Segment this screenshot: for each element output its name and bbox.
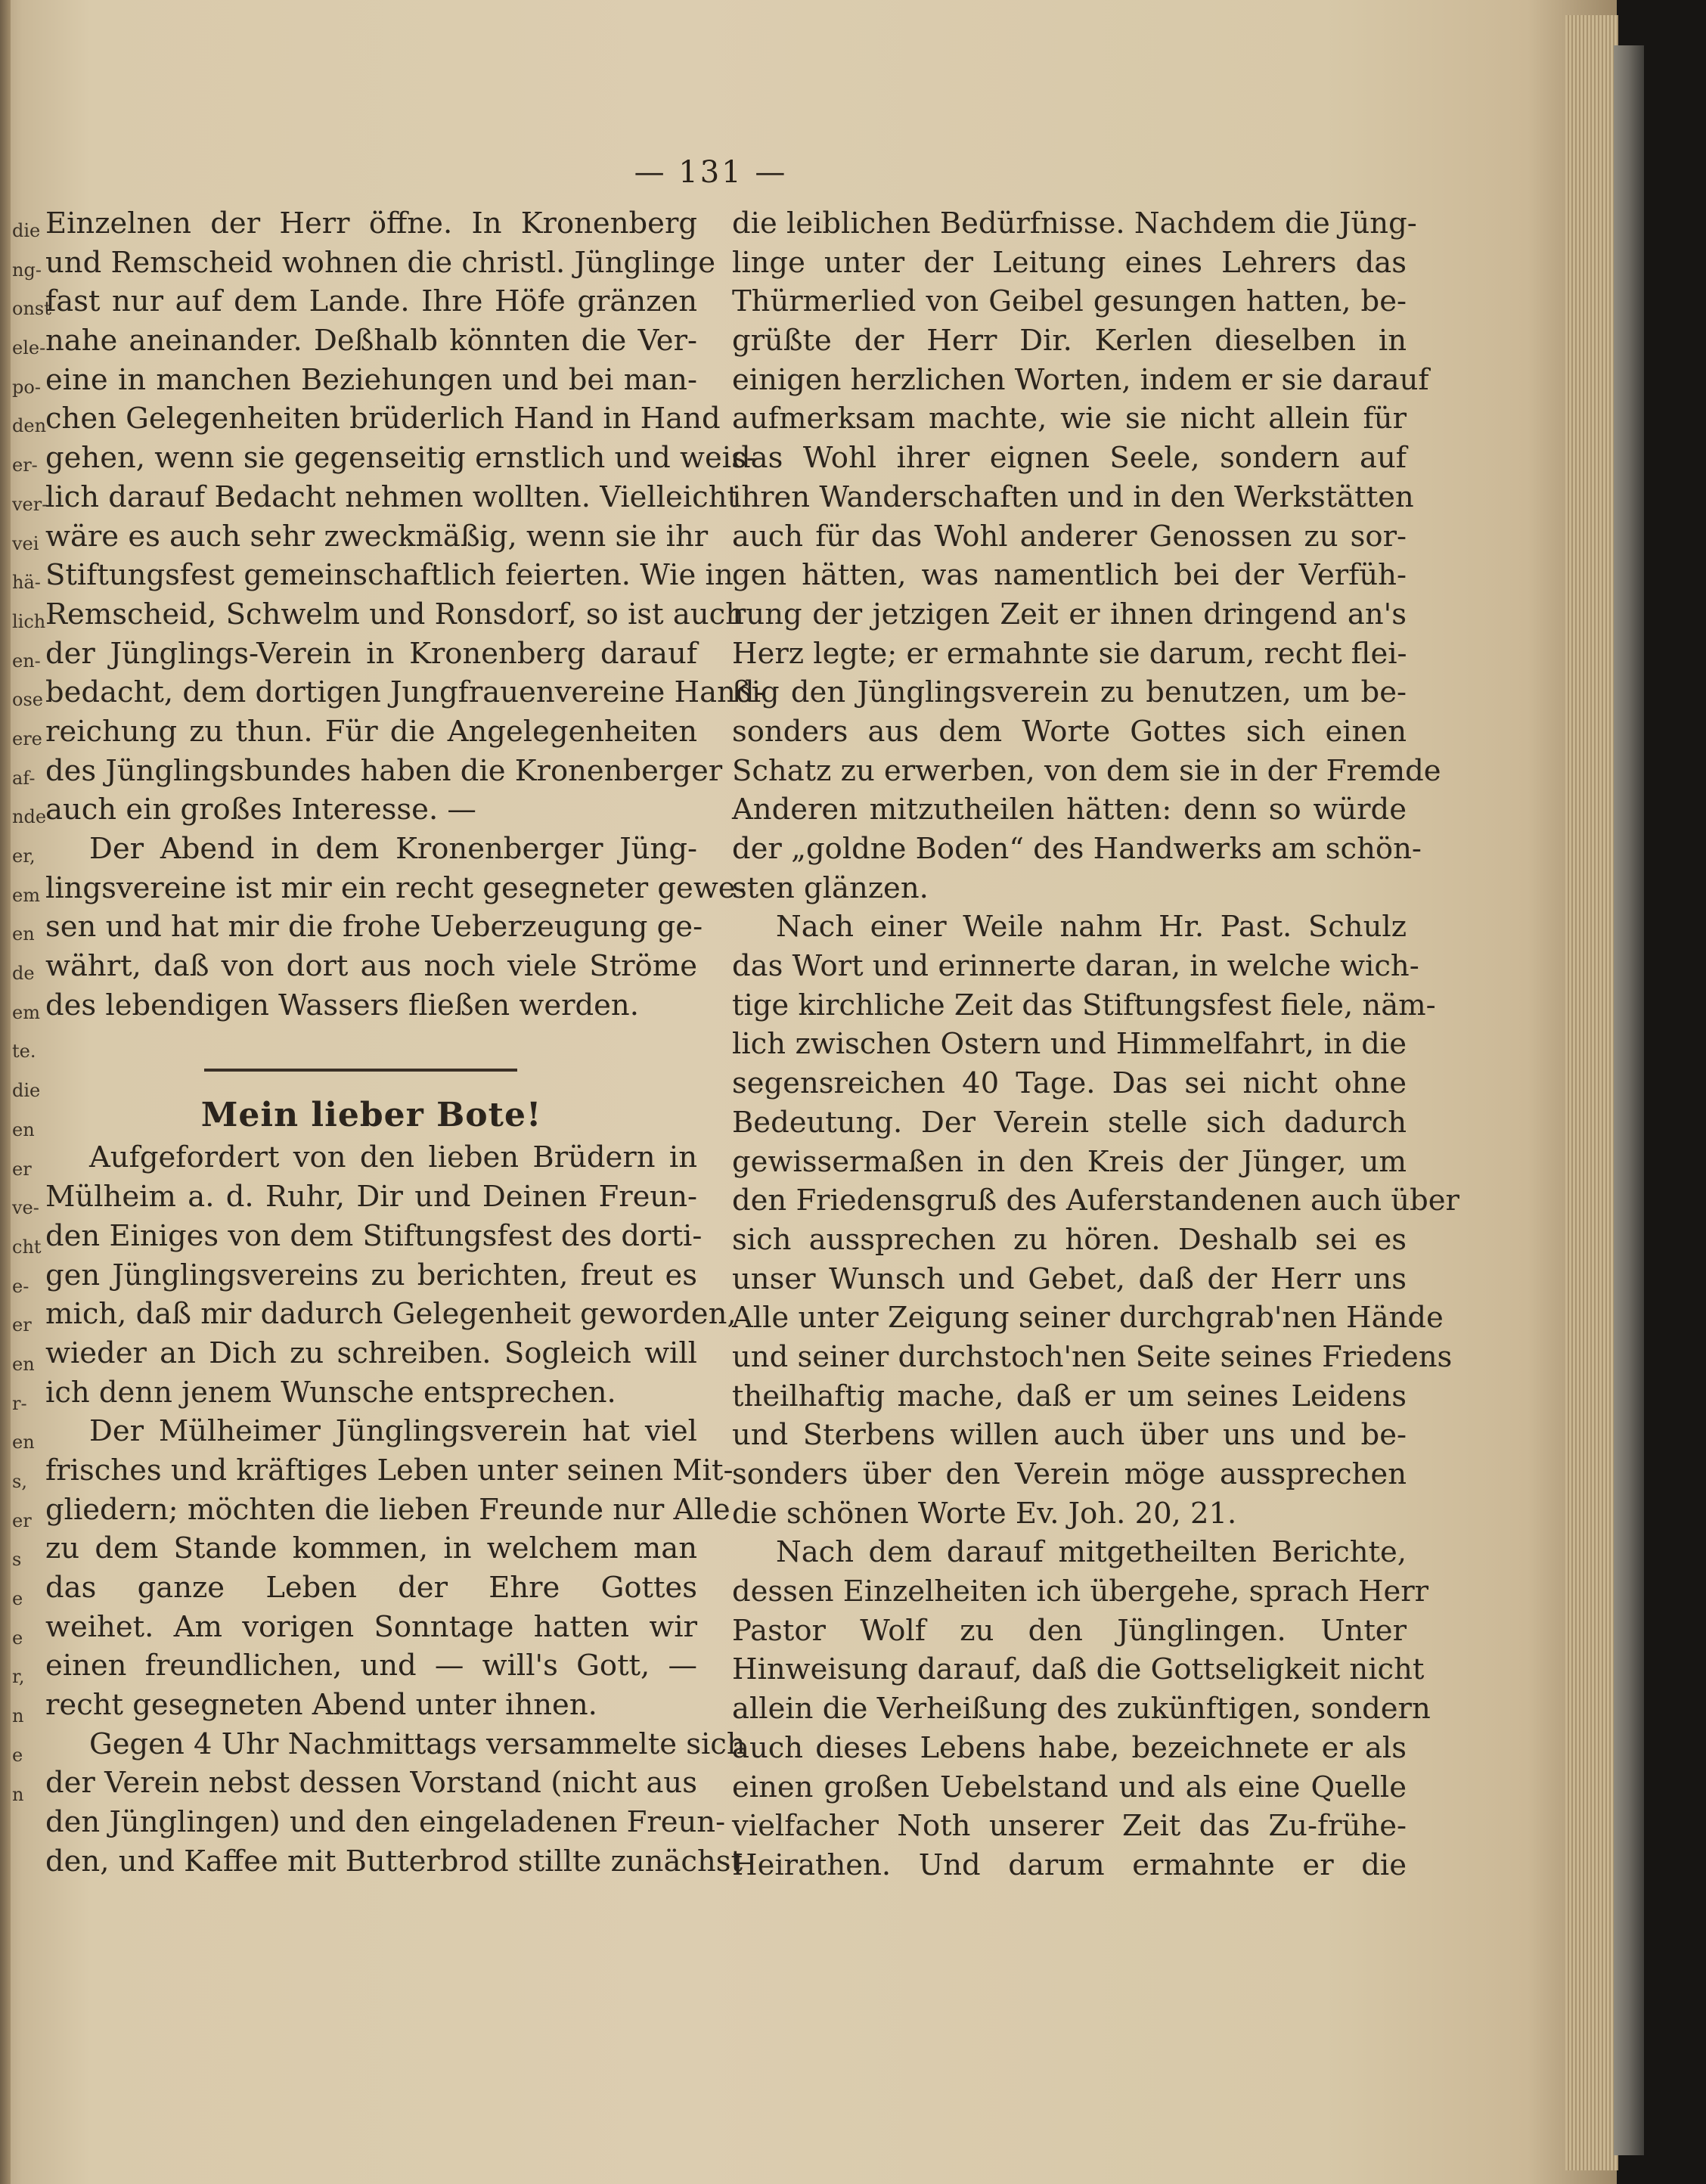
margin-fragment: e: [12, 1744, 23, 1766]
text-line: eine in manchen Beziehungen und bei man-: [45, 362, 697, 397]
text-line: lingsvereine ist mir ein recht gesegneter gewe-: [45, 870, 746, 905]
text-line: der Verein nebst dessen Vorstand (nicht aus: [45, 1766, 697, 1801]
margin-fragment: n: [12, 1783, 24, 1805]
margin-fragment: em: [12, 1001, 40, 1023]
text-line: Heirathen. Und darum ermahnte er die: [732, 1847, 1407, 1882]
text-line: tige kirchliche Zeit das Stiftungsfest fiele, näm-: [732, 988, 1436, 1022]
text-line: sonders aus dem Worte Gottes sich einen: [732, 714, 1407, 749]
text-line: gen Jünglingsvereins zu berichten, freut es: [45, 1258, 697, 1292]
text-line: mich, daß mir dadurch Gelegenheit geworden,: [45, 1297, 737, 1332]
margin-fragment: cht: [12, 1236, 42, 1258]
text-line: Aufgefordert von den lieben Brüdern in: [89, 1140, 697, 1175]
margin-fragment: en: [12, 923, 35, 945]
text-line: des Jünglingsbundes haben die Kronenberger: [45, 753, 723, 788]
text-line: den Friedensgruß des Auferstandenen auch über: [732, 1184, 1459, 1218]
text-line: den Jünglingen) und den eingeladenen Freun-: [45, 1805, 726, 1840]
margin-fragment: en: [12, 1353, 35, 1375]
text-line: Pastor Wolf zu den Jünglingen. Unter: [732, 1613, 1407, 1648]
margin-fragment: die: [12, 220, 41, 241]
text-line: bedacht, dem dortigen Jungfrauenvereine Hand-: [45, 675, 765, 710]
text-line: Bedeutung. Der Verein stelle sich dadurch: [732, 1105, 1407, 1140]
margin-fragment: vei: [12, 532, 39, 554]
margin-fragment: r,: [12, 1666, 25, 1688]
text-line: Thürmerlied von Geibel gesungen hatten, be-: [732, 284, 1407, 319]
margin-fragment: die: [12, 1080, 41, 1102]
margin-fragment: onst: [12, 298, 51, 320]
text-line: recht gesegneten Abend unter ihnen.: [45, 1688, 597, 1723]
text-line: sen und hat mir die frohe Ueberzeugung ge-: [45, 910, 703, 945]
text-line: Nach einer Weile nahm Hr. Past. Schulz: [776, 910, 1407, 945]
margin-fragment: e-: [12, 1275, 29, 1297]
margin-fragment: e: [12, 1588, 23, 1610]
margin-fragment: s: [12, 1549, 22, 1571]
text-line: und Remscheid wohnen die christl. Jünglinge: [45, 245, 715, 280]
text-line: lich darauf Bedacht nehmen wollten. Vielleicht: [45, 479, 739, 514]
text-line: rung der jetzigen Zeit er ihnen dringend an's: [732, 597, 1407, 631]
text-line: einigen herzlichen Worten, indem er sie darauf: [732, 362, 1429, 397]
text-line: einen freundlichen, und — will's Gott, —: [45, 1649, 697, 1683]
text-line: lich zwischen Ostern und Himmelfahrt, in die: [732, 1027, 1407, 1062]
margin-fragment: er: [12, 1158, 32, 1180]
text-line: das ganze Leben der Ehre Gottes: [45, 1571, 697, 1605]
text-line: Hinweisung darauf, daß die Gottseligkeit nicht: [732, 1652, 1425, 1687]
text-line: und seiner durchstoch'nen Seite seines Friedens: [732, 1339, 1453, 1374]
margin-fragment: te.: [12, 1041, 36, 1063]
text-line: gliedern; möchten die lieben Freunde nur Alle: [45, 1492, 730, 1527]
text-line: des lebendigen Wassers fließen werden.: [45, 988, 639, 1022]
text-line: Der Mülheimer Jünglingsverein hat viel: [89, 1414, 697, 1449]
text-line: Herz legte; er ermahnte sie darum, recht flei-: [732, 636, 1407, 671]
text-line: frisches und kräftiges Leben unter seinen Mit-: [45, 1453, 734, 1488]
section-divider-rule: [204, 1069, 517, 1072]
margin-fragment: r-: [12, 1392, 27, 1414]
margin-fragment: en-: [12, 650, 41, 672]
text-line: Stiftungsfest gemeinschaftlich feierten. Wie in: [45, 558, 734, 593]
margin-fragment: em: [12, 884, 40, 906]
text-line: auch ein großes Interesse. —: [45, 793, 476, 827]
text-line: dessen Einzelheiten ich übergehe, sprach Herr: [732, 1574, 1429, 1609]
text-line: Der Abend in dem Kronenberger Jüng-: [89, 832, 697, 866]
text-line: vielfacher Noth unserer Zeit das Zu-frühe-: [732, 1809, 1407, 1844]
text-line: der „goldne Boden“ des Handwerks am schön-: [732, 832, 1422, 866]
text-line: die schönen Worte Ev. Joh. 20, 21.: [732, 1496, 1237, 1531]
text-line: Schatz zu erwerben, von dem sie in der Fremde: [732, 753, 1441, 788]
text-line: auch für das Wohl anderer Genossen zu sor-: [732, 519, 1407, 554]
margin-fragment: nde: [12, 806, 47, 828]
text-line: Remscheid, Schwelm und Ronsdorf, so ist auch: [45, 597, 744, 631]
margin-fragment: ve-: [12, 1197, 39, 1219]
text-line: die leiblichen Bedürfnisse. Nachdem die Jüng-: [732, 206, 1417, 240]
text-line: weihet. Am vorigen Sonntage hatten wir: [45, 1609, 697, 1644]
margin-fragment: s,: [12, 1471, 27, 1492]
margin-fragment: ng-: [12, 259, 42, 281]
text-line: den, und Kaffee mit Butterbrod stillte zunächst: [45, 1844, 743, 1878]
margin-fragment: e: [12, 1627, 23, 1649]
letter-heading: Mein lieber Bote!: [200, 1096, 542, 1135]
text-line: reichung zu thun. Für die Angelegenheiten: [45, 714, 697, 749]
text-line: den Einiges von dem Stiftungsfest des dorti-: [45, 1218, 703, 1253]
page-number-header: — 131 —: [634, 155, 788, 190]
text-line: währt, daß von dort aus noch viele Ströme: [45, 949, 697, 984]
margin-fragment: er: [12, 1509, 32, 1531]
margin-fragment: er-: [12, 454, 38, 476]
text-line: Gegen 4 Uhr Nachmittags versammelte sich: [89, 1726, 746, 1761]
text-line: gewissermaßen in den Kreis der Jünger, um: [732, 1144, 1407, 1179]
margin-fragment: ver-: [12, 493, 48, 515]
text-line: segensreichen 40 Tage. Das sei nicht ohne: [732, 1066, 1407, 1101]
text-line: Alle unter Zeigung seiner durchgrab'nen Hände: [732, 1301, 1444, 1336]
margin-fragment: ele-: [12, 337, 46, 359]
text-line: linge unter der Leitung eines Lehrers das: [732, 245, 1407, 280]
margin-fragment: er,: [12, 845, 36, 867]
text-line: und Sterbens willen auch über uns und be-: [732, 1418, 1407, 1453]
text-line: Nach dem darauf mitgetheilten Berichte,: [776, 1535, 1407, 1570]
text-line: sich aussprechen zu hören. Deshalb sei es: [732, 1222, 1407, 1257]
text-line: sonders über den Verein möge aussprechen: [732, 1457, 1407, 1491]
section-gap: [45, 1025, 697, 1093]
text-line: auch dieses Lebens habe, bezeichnete er als: [732, 1730, 1407, 1765]
margin-fragment: n: [12, 1705, 24, 1727]
margin-fragment: af-: [12, 767, 36, 789]
binding-gutter: [0, 0, 11, 2184]
text-line: Anderen mitzutheilen hätten: denn so würde: [732, 793, 1407, 827]
text-line: theilhaftig mache, daß er um seines Leidens: [732, 1379, 1407, 1413]
text-line: gehen, wenn sie gegenseitig ernstlich und weis-: [45, 441, 756, 476]
text-line: sten glänzen.: [732, 870, 929, 905]
margin-fragment: ere: [12, 727, 42, 749]
margin-fragment: en: [12, 1118, 35, 1140]
margin-fragment: hä-: [12, 572, 41, 594]
margin-fragment: er: [12, 1314, 32, 1336]
margin-fragment: ose: [12, 689, 43, 711]
text-line: wäre es auch sehr zweckmäßig, wenn sie ihr: [45, 519, 709, 554]
margin-fragment: po-: [12, 376, 41, 398]
text-line: das Wort und erinnerte daran, in welche wich-: [732, 949, 1419, 984]
previous-page-margin-fragments: [12, 212, 51, 1814]
text-line: einen großen Uebelstand und als eine Quelle: [732, 1770, 1407, 1804]
text-line: aufmerksam machte, wie sie nicht allein für: [732, 402, 1407, 436]
left-column: [45, 204, 765, 1882]
margin-fragment: de: [12, 963, 35, 985]
right-column: [732, 204, 1459, 1885]
text-line: Mülheim a. d. Ruhr, Dir und Deinen Freun-: [45, 1180, 697, 1215]
text-line: unser Wunsch und Gebet, daß der Herr uns: [732, 1261, 1407, 1296]
text-line: der Jünglings-Verein in Kronenberg darauf: [45, 636, 697, 671]
margin-fragment: den: [12, 415, 47, 437]
text-line: fast nur auf dem Lande. Ihre Höfe gränzen: [45, 284, 697, 319]
text-line: chen Gelegenheiten brüderlich Hand in Hand: [45, 402, 721, 436]
text-line: das Wohl ihrer eignen Seele, sondern auf: [732, 441, 1407, 476]
text-line: ihren Wanderschaften und in den Werkstätten: [732, 479, 1414, 514]
text-line: ßig den Jünglingsverein zu benutzen, um be-: [732, 675, 1407, 710]
text-line: Einzelnen der Herr öffne. In Kronenberg: [45, 206, 697, 240]
text-line: grüßte der Herr Dir. Kerlen dieselben in: [732, 324, 1407, 358]
text-line: wieder an Dich zu schreiben. Sogleich will: [45, 1336, 697, 1370]
text-line: ich denn jenem Wunsche entsprechen.: [45, 1375, 616, 1410]
text-line: zu dem Stande kommen, in welchem man: [45, 1531, 697, 1566]
margin-fragment: en: [12, 1432, 35, 1453]
book-cover-edge: [1614, 45, 1644, 2155]
text-line: gen hätten, was namentlich bei der Verfüh-: [732, 558, 1407, 593]
page-stack-edge: [1565, 15, 1618, 2170]
margin-fragment: lich: [12, 610, 46, 632]
text-line: nahe aneinander. Deßhalb könnten die Ver-: [45, 324, 697, 358]
text-line: allein die Verheißung des zukünftigen, sondern: [732, 1692, 1431, 1726]
